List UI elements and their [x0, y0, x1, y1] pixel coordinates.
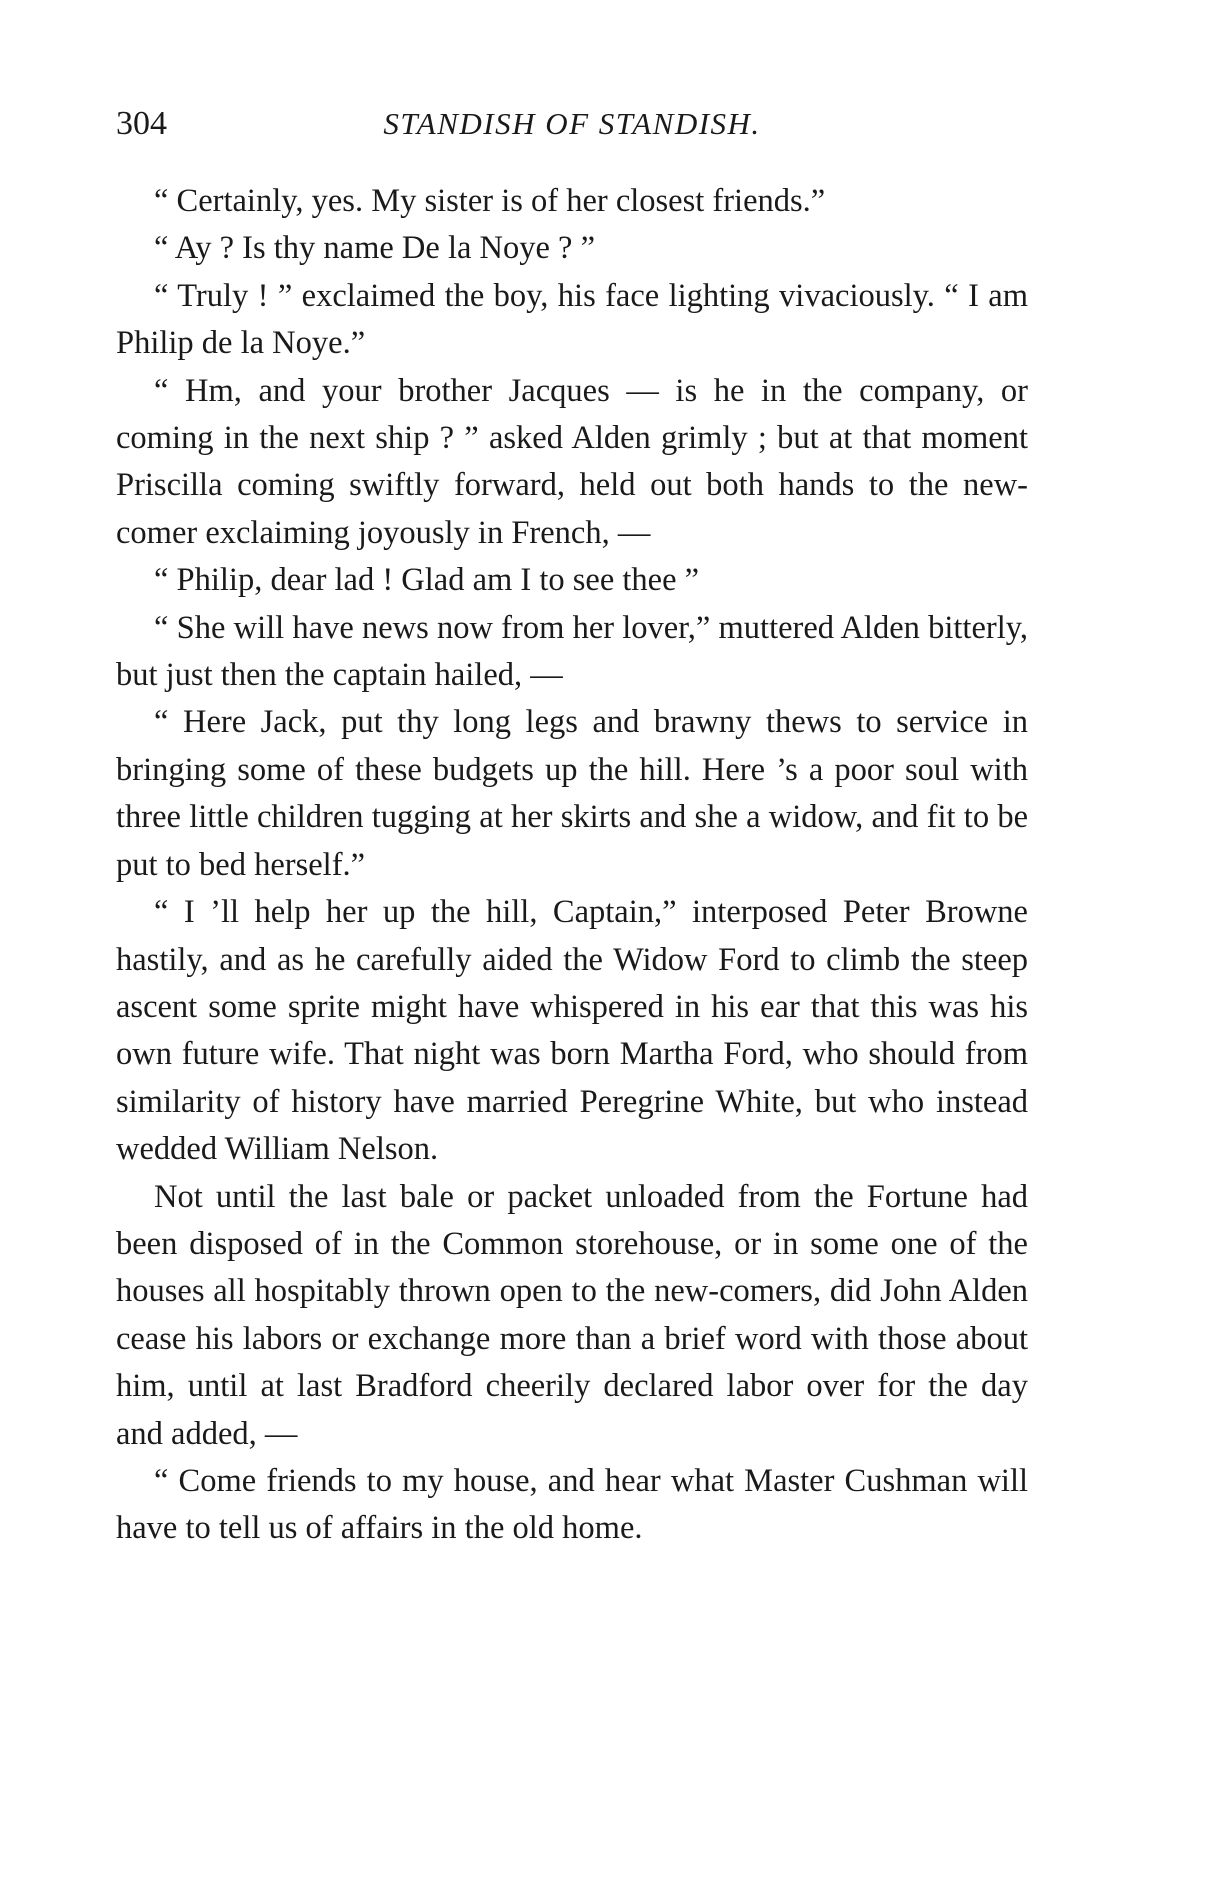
paragraph: “ Here Jack, put thy long legs and brawny thews to service in bringing some of these budgets up the hill. Here ’s a poor soul with three little children tugging at her skirts and she a widow, and fit to be put to bed herself.”	[116, 704, 1028, 883]
paragraph: “ Come friends to my house, and hear what Master Cushman will have to tell us of affairs in the old home.	[116, 1462, 1028, 1547]
paragraph: Not until the last bale or packet unloaded from the Fortune had been disposed of in the Common storehouse, or in some one of the houses all hospitably thrown open to the new-comers, did John Alden cease his labors or exchange more than a brief word with those about him, until at last Bradford cheerily declared labor over for the day and added, —	[116, 1178, 1028, 1452]
page-body	[116, 178, 1028, 1553]
paragraph: “ Truly ! ” exclaimed the boy, his face lighting vivaciously. “ I am Philip de la Noye.”	[116, 277, 1028, 362]
paragraph: “ She will have news now from her lover,” muttered Alden bitterly, but just then the captain hailed, —	[116, 609, 1028, 694]
paragraph: “ Hm, and your brother Jacques — is he in the company, or coming in the next ship ? ” asked Alden grimly ; but at that moment Priscilla coming swiftly forward, held out both hands to the new-comer exclaiming joyously in French, —	[116, 372, 1028, 551]
page-header	[116, 98, 1028, 150]
paragraph: “ Philip, dear lad ! Glad am I to see thee ”	[154, 562, 700, 599]
page-number: 304	[116, 105, 167, 142]
running-head: STANDISH OF STANDISH.	[383, 106, 761, 141]
paragraph: “ Ay ? Is thy name De la Noye ? ”	[154, 230, 596, 267]
paragraph: “ Certainly, yes. My sister is of her closest friends.”	[154, 183, 826, 219]
paragraph: “ I ’ll help her up the hill, Captain,” interposed Peter Browne hastily, and as he carefully aided the Widow Ford to climb the steep ascent some sprite might have whispered in his ear that this was his own future wife. That night was born Martha Ford, who should from similarity of history have married Peregrine White, but who instead wedded William Nelson.	[116, 894, 1028, 1168]
